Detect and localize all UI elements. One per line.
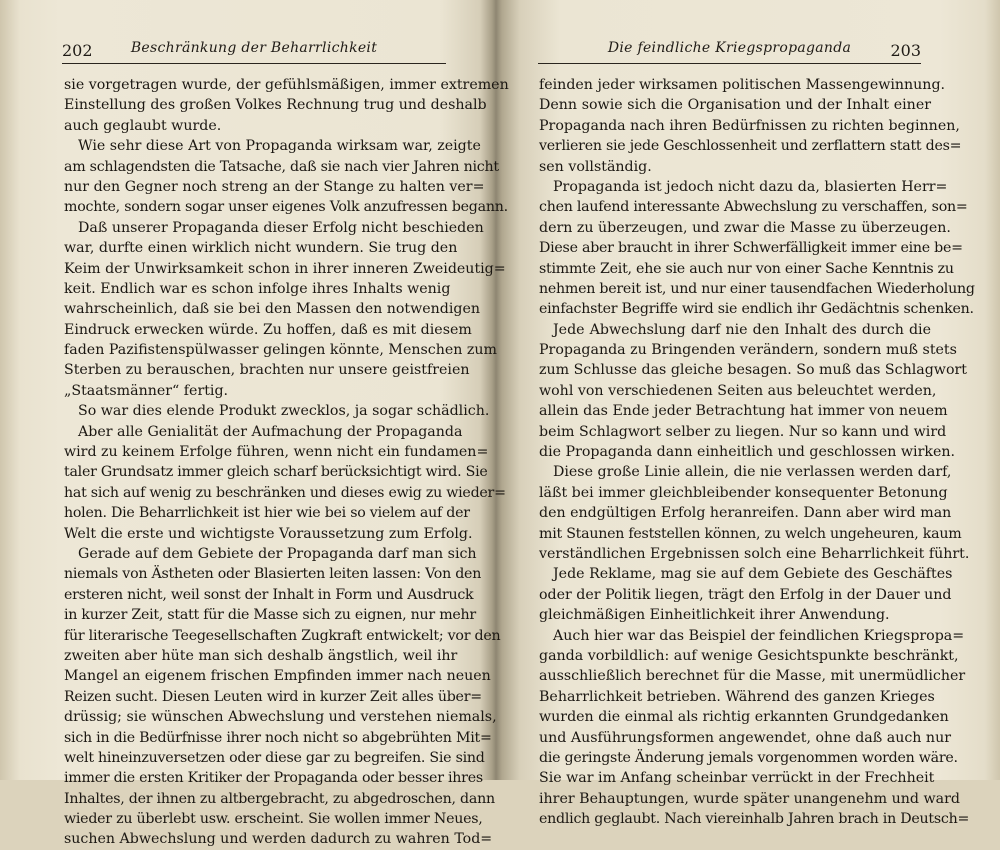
text-line: ihrer Behauptungen, wurde später unangenehm und ward [539,790,960,807]
text-line: am schlagendsten die Tatsache, daß sie nach vier Jahren nicht [64,158,499,175]
page-number: 202 [62,41,93,60]
left-page-header [62,37,446,64]
text-line: endlich geglaubt. Nach viereinhalb Jahren brach in Deutsch= [539,811,970,828]
text-line: stimmte Zeit, ehe sie auch nur von einer Sache Kenntnis zu [539,260,954,277]
text-line: taler Grundsatz immer gleich scharf berücksichtigt wird. Sie [64,464,488,481]
text-line: Propaganda ist jedoch nicht dazu da, blasierten Herr= [553,178,948,195]
text-line: Beharrlichkeit betrieben. Während des ganzen Krieges [539,688,935,705]
text-line: ausschließlich berechnet für die Masse, mit unermüdlicher [539,668,966,685]
text-line: Wie sehr diese Art von Propaganda wirksam war, zeigte [78,138,481,155]
text-line: die geringste Änderung jemals vorgenommen worden wäre. [539,749,958,766]
text-line: dern zu überzeugen, und zwar die Masse zu überzeugen. [539,219,951,236]
text-line: einfachster Begriffe wird sie endlich ihr Gedächtnis schenken. [539,301,974,318]
text-line: Gerade auf dem Gebiete der Propaganda darf man sich [78,545,477,562]
text-line: zum Schlusse das gleiche besagen. So muß das Schlagwort [539,362,967,379]
text-line: sich in die Bedürfnisse ihrer noch nicht so abgebrühten Mit= [64,729,492,746]
text-line: für literarische Teegesellschaften Zugkraft entwickelt; vor den [64,627,501,644]
text-line: auch geglaubt wurde. [64,117,222,134]
text-line: chen laufend interessante Abwechslung zu verschaffen, son= [539,199,968,216]
text-line: wohl von verschiedenen Seiten aus beleuchtet werden, [539,382,937,399]
page-number: 203 [890,41,921,60]
text-line: die Propaganda dann einheitlich und geschlossen wirken. [539,444,955,461]
text-line: sie vorgetragen wurde, der gefühlsmäßigen, immer extremen [64,77,509,93]
text-line: und Ausführungsformen angewendet, ohne daß auch nur [539,729,951,746]
text-line: mit Staunen feststellen können, zu welch ungeheuren, kaum [539,525,962,542]
text-line: gleichmäßigen Einheitlichkeit ihrer Anwendung. [539,607,890,624]
text-line: Daß unserer Propaganda dieser Erfolg nicht beschieden [78,219,484,236]
text-line: immer die ersten Kritiker der Propaganda oder besser ihres [64,770,483,787]
text-line: den endgültigen Erfolg heranreifen. Dann aber wird man [539,505,952,522]
text-line: ganda vorbildlich: auf wenige Gesichtspunkte beschränkt, [539,647,959,664]
text-line: hat sich auf wenig zu beschränken und dieses ewig zu wieder= [64,484,506,501]
text-line: feinden jeder wirksamen politischen Massengewinnung. [539,77,946,93]
text-line: Propaganda zu Bringenden verändern, sondern muß stets [539,342,957,359]
left-page-body [64,75,509,850]
text-line: Sterben zu berauschen, brachten nur unsere geistfreien [64,362,470,379]
text-line: oder der Politik liegen, trägt den Erfolg in der Dauer und [539,586,952,603]
text-line: läßt bei immer gleichbleibender konsequenter Betonung [539,484,948,501]
text-line: wahrscheinlich, daß sie bei den Massen den notwendigen [64,301,481,318]
text-line: allein das Ende jeder Betrachtung hat immer von neuem [539,403,948,420]
text-line: Diese aber braucht in ihrer Schwerfälligkeit immer eine be= [539,240,963,257]
text-line: nur den Gegner noch streng an der Stange zu halten ver= [64,178,485,195]
text-line: suchen Abwechslung und werden dadurch zu wahren Tod= [64,831,493,848]
text-line: Diese große Linie allein, die nie verlassen werden darf, [553,464,952,481]
text-line: Denn sowie sich die Organisation und der Inhalt einer [539,97,931,114]
text-line: beim Schlagwort selber zu liegen. Nur so kann und wird [539,423,947,440]
text-line: in kurzer Zeit, statt für die Masse sich zu eignen, nur mehr [64,607,476,624]
text-line: Inhaltes, der ihnen zu altbergebracht, zu abgedroschen, dann [64,790,495,807]
running-head: Beschränkung der Beharrlichkeit [130,40,378,56]
text-line: Einstellung des großen Volkes Rechnung trug und deshalb [64,97,487,114]
text-line: mochte, sondern sogar unser eigenes Volk anzufressen begann. [64,199,508,216]
text-line: verständlichen Ergebnissen solch eine Beharrlichkeit führt. [539,545,970,562]
text-line: ersteren nicht, weil sonst der Inhalt in Form und Ausdruck [64,586,474,603]
text-line: So war dies elende Produkt zwecklos, ja sogar schädlich. [78,403,490,420]
text-line: Jede Reklame, mag sie auf dem Gebiete des Geschäftes [553,566,953,583]
text-line: Sie war im Anfang scheinbar verrückt in der Frechheit [539,770,935,787]
text-line: niemals von Ästheten oder Blasierten leiten lassen: Von den [64,566,482,583]
text-line: Aber alle Genialität der Aufmachung der Propaganda [78,423,463,440]
text-line: verlieren sie jede Geschlossenheit und zerflattern statt des= [539,138,962,155]
text-line: Reizen sucht. Diesen Leuten wird in kurzer Zeit alles über= [64,688,482,705]
text-line: Eindruck erwecken würde. Zu hoffen, daß es mit diesem [64,321,472,338]
text-line: nehmen bereit ist, und nur einer tausendfachen Wiederholung [539,280,975,297]
right-page [497,0,1000,828]
text-line: sen vollständig. [539,158,652,175]
right-page-header [538,37,921,64]
text-line: wird zu keinem Erfolge führen, wenn nicht ein fundamen= [64,444,489,461]
running-head: Die feindliche Kriegspropaganda [607,40,852,56]
text-line: keit. Endlich war es schon infolge ihres Inhalts wenig [64,280,451,297]
text-line: welt hineinzuversetzen oder diese gar zu begreifen. Sie sind [64,749,485,766]
text-line: zweiten aber hüte man sich deshalb ängstlich, weil ihr [64,647,458,664]
text-line: wurden die einmal als richtig erkannten Grundgedanken [539,709,949,726]
right-page-body [539,75,975,829]
text-line: „Staatsmänner“ fertig. [64,382,229,399]
text-line: Welt die erste und wichtigste Voraussetzung zum Erfolg. [64,525,473,542]
text-line: wieder zu überlebt usw. erscheint. Sie wollen immer Neues, [64,811,483,828]
text-line: Jede Abwechslung darf nie den Inhalt des durch die [553,321,931,338]
text-line: Mangel an eigenem frischen Empfinden immer nach neuen [64,668,491,685]
text-line: Keim der Unwirksamkeit schon in ihrer inneren Zweideutig= [64,260,506,277]
text-line: war, durfte einen wirklich nicht wundern. Sie trug den [64,240,458,257]
text-line: Auch hier war das Beispiel der feindlichen Kriegspropa= [553,627,965,644]
text-line: drüssig; sie wünschen Abwechslung und verstehen niemals, [64,709,497,726]
text-line: Propaganda nach ihren Bedürfnissen zu richten beginnen, [539,117,960,134]
text-line: holen. Die Beharrlichkeit ist hier wie bei so vielem auf der [64,505,470,522]
text-line: faden Pazifistenspülwasser gelingen könnte, Menschen zum [64,342,497,359]
